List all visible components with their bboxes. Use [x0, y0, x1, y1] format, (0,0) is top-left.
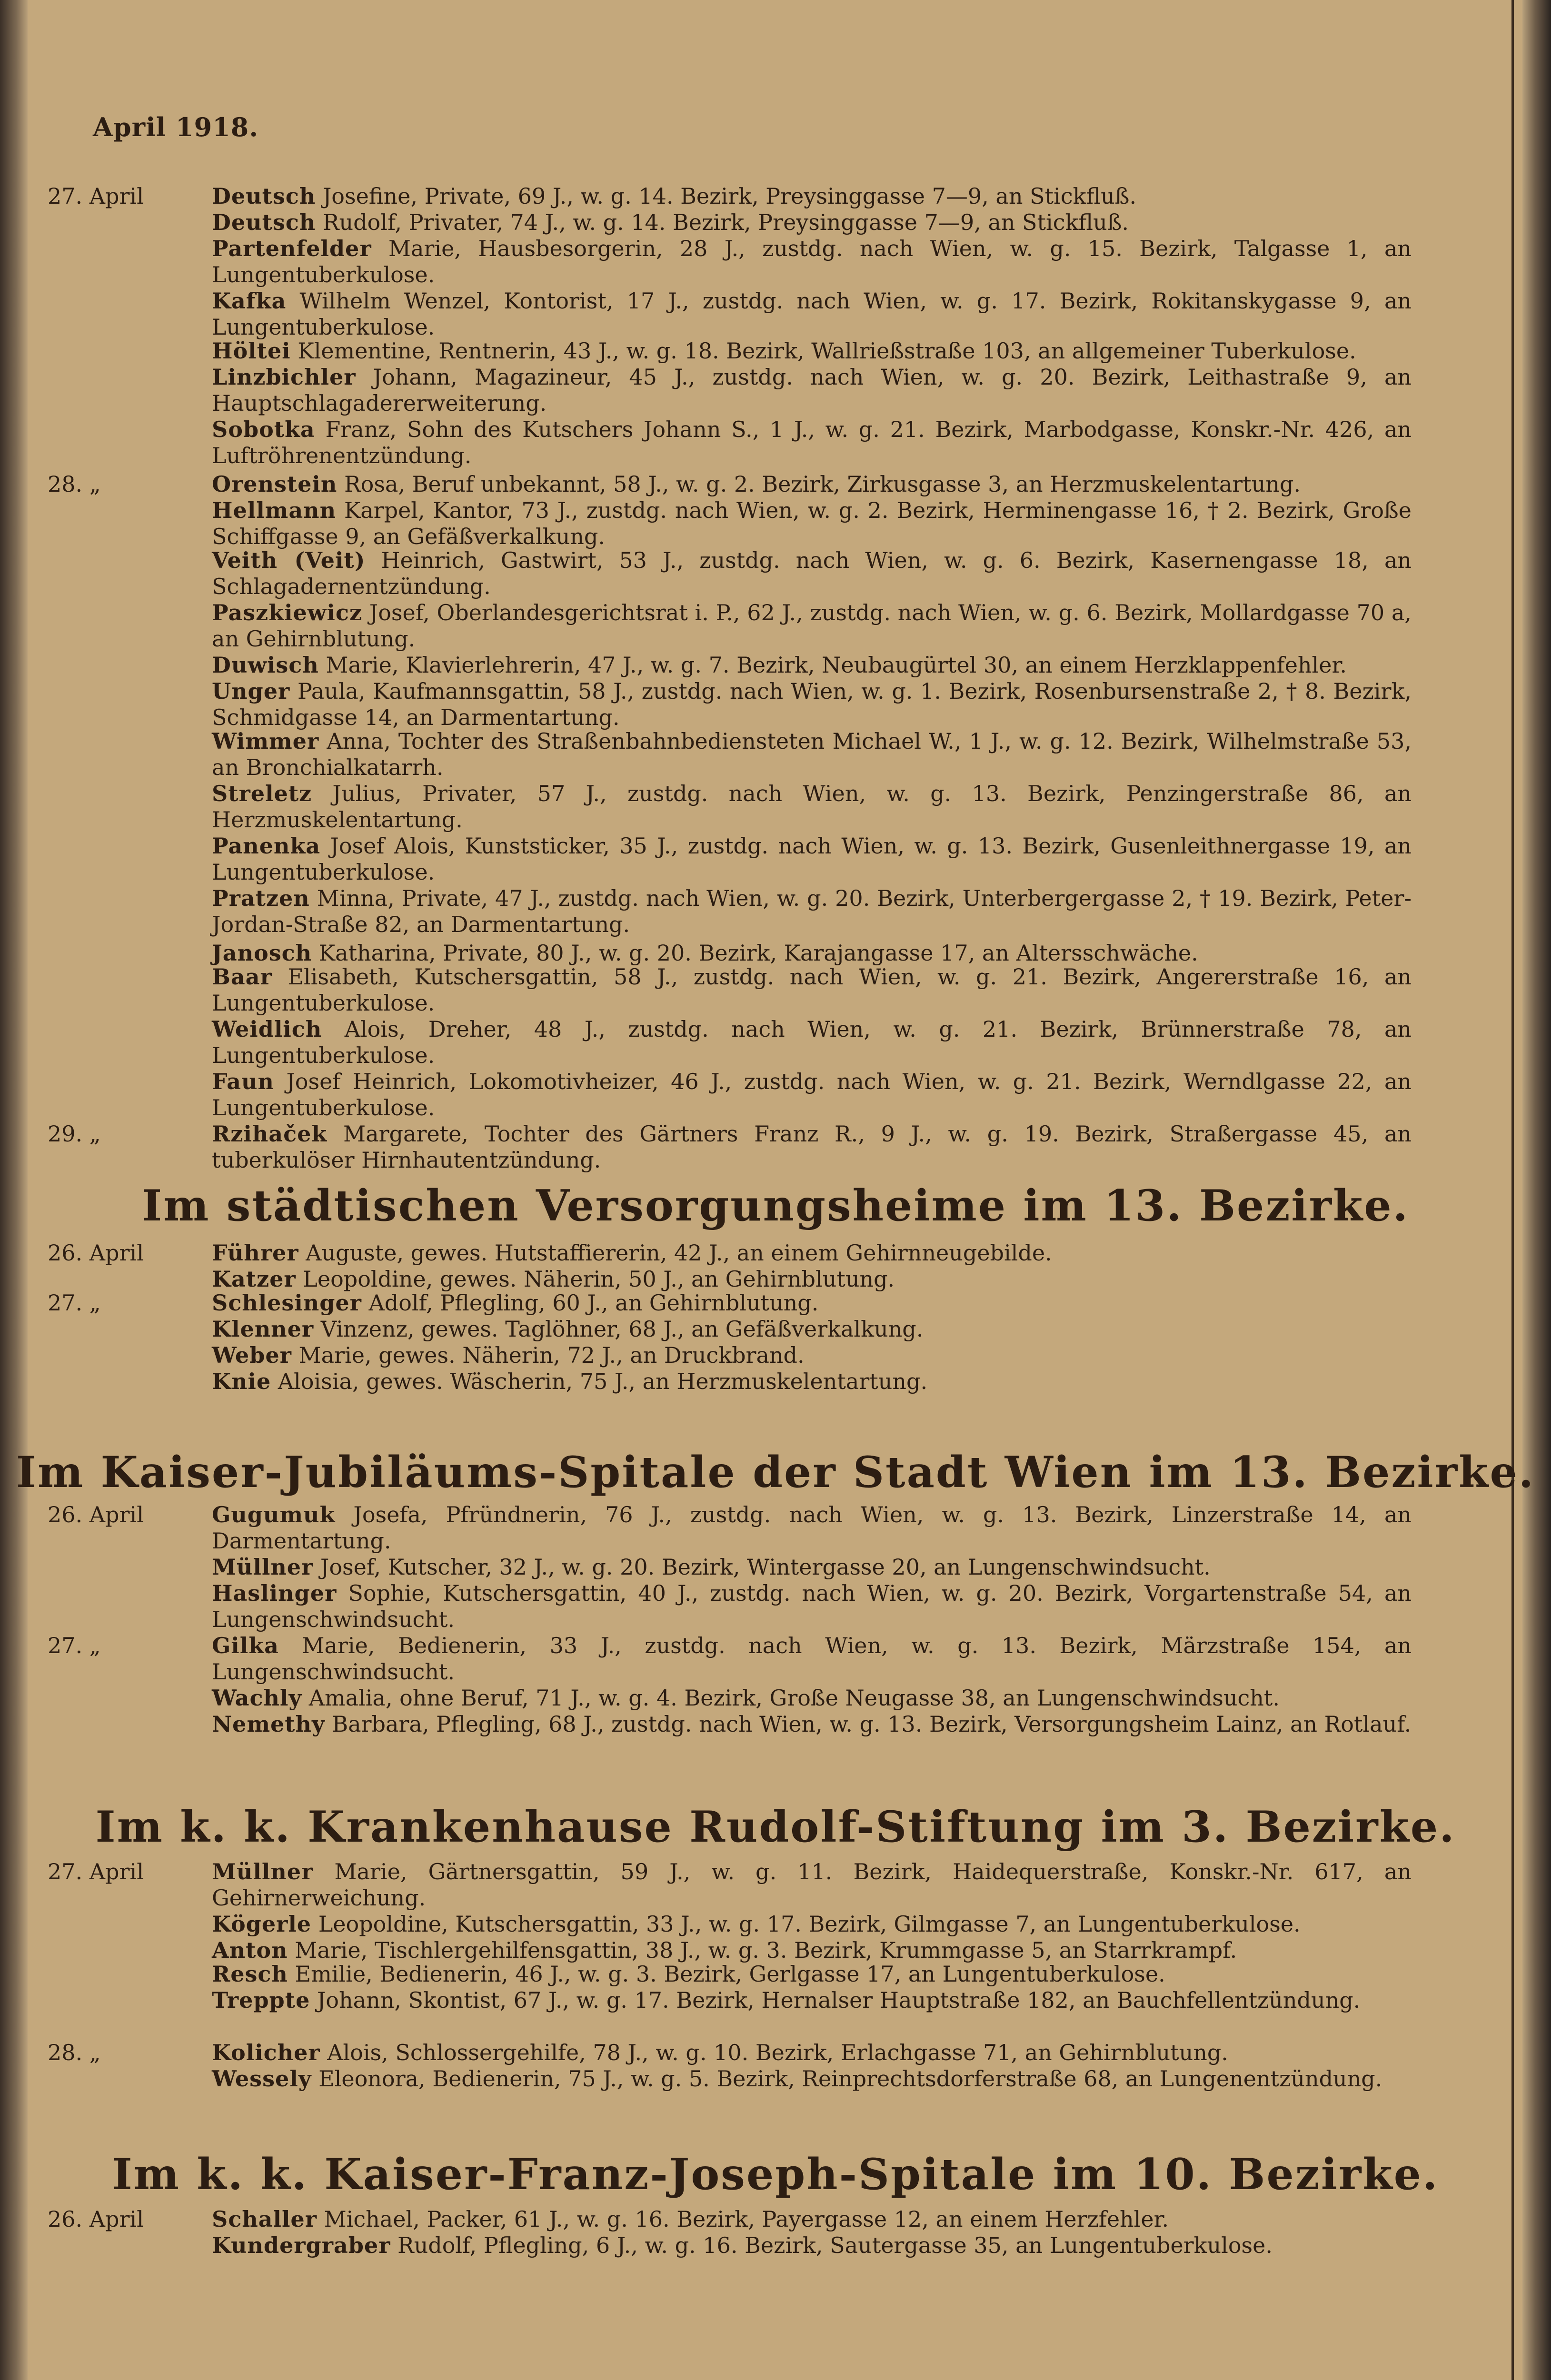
- register-entry: [48, 1987, 1366, 2040]
- entry-body: [212, 1580, 1412, 1633]
- entry-surname: Veith (Veit): [212, 547, 366, 573]
- register-entry: [48, 497, 1412, 550]
- page-header: April 1918.: [93, 112, 259, 142]
- register-entry: [48, 652, 1366, 678]
- entry-surname: Deutsch: [212, 183, 316, 209]
- register-entry: [48, 1342, 1366, 1368]
- register-entry: [48, 781, 1412, 833]
- register-entry: [48, 1859, 1412, 1911]
- entry-details: Michael, Packer, 61 J., w. g. 16. Bezirk, Payergasse 12, an einem Herzfehler.: [324, 2206, 1169, 2232]
- entry-body: [212, 547, 1412, 600]
- register-entry: [48, 1316, 1366, 1342]
- entry-details: Marie, Bedienerin, 33 J., zustdg. nach Wien, w. g. 13. Bezirk, Märzstraße 154, an Lungenschwindsucht.: [212, 1633, 1412, 1685]
- register-entry: [48, 728, 1412, 781]
- entry-body: [212, 2232, 1412, 2259]
- entry-details: Josef Heinrich, Lokomotivheizer, 46 J., zustdg. nach Wien, w. g. 21. Bezirk, Werndlgasse 22, an Lungentuberkulose.: [212, 1069, 1412, 1121]
- entry-date: 27. „: [48, 1633, 101, 1658]
- entry-date: 27. April: [48, 1859, 144, 1884]
- entry-details: Marie, Hausbesorgerin, 28 J., zustdg. nach Wien, w. g. 15. Bezirk, Talgasse 1, an Lungentuberkulose.: [212, 236, 1412, 288]
- entry-surname: Wachly: [212, 1685, 302, 1711]
- entry-details: Eleonora, Bedienerin, 75 J., w. g. 5. Bezirk, Reinprechtsdorferstraße 68, an Lungenentzündung.: [318, 2066, 1382, 2092]
- entry-details: Aloisia, gewes. Wäscherin, 75 J., an Herzmuskelentartung.: [278, 1368, 928, 1394]
- entry-surname: Hellmann: [212, 497, 337, 523]
- entry-body: [212, 1633, 1412, 1685]
- entry-date: 28. „: [48, 2040, 101, 2065]
- entry-surname: Katzer: [212, 1266, 296, 1292]
- entry-date: 26. April: [48, 1502, 144, 1527]
- entry-body: [212, 1911, 1412, 1937]
- entry-body: [212, 1685, 1412, 1711]
- entry-details: Rudolf, Pflegling, 6 J., w. g. 16. Bezirk, Sautergasse 35, an Lungentuberkulose.: [398, 2232, 1273, 2258]
- entry-body: [212, 678, 1412, 731]
- register-entry: [48, 1368, 1366, 1395]
- entry-body: [212, 183, 1412, 209]
- entry-surname: Faun: [212, 1069, 274, 1094]
- entry-details: Johann, Magazineur, 45 J., zustdg. nach Wien, w. g. 20. Bezirk, Leithastraße 9, an Hauptschlagadererweiterung.: [212, 364, 1412, 416]
- entry-body: [212, 288, 1412, 340]
- entry-surname: Klenner: [212, 1316, 314, 1342]
- entry-body: [212, 940, 1412, 966]
- entry-surname: Müllner: [212, 1859, 314, 1884]
- register-entry: [48, 1911, 1366, 1937]
- entry-surname: Gilka: [212, 1633, 279, 1658]
- entry-surname: Kafka: [212, 288, 287, 314]
- section-title: Im städtischen Versorgungsheime im 13. Bezirke.: [142, 1180, 1409, 1231]
- entry-body: [212, 209, 1412, 236]
- entry-body: [212, 1502, 1412, 1554]
- register-entry: [48, 2206, 1366, 2232]
- register-entry: [48, 1554, 1366, 1580]
- entry-surname: Duwisch: [212, 652, 319, 678]
- entry-details: Marie, Klavierlehrerin, 47 J., w. g. 7. Bezirk, Neubaugürtel 30, an einem Herzklappenfehler.: [326, 652, 1347, 678]
- register-entry: [48, 600, 1412, 652]
- entry-body: [212, 1859, 1412, 1911]
- entry-surname: Weber: [212, 1342, 292, 1368]
- entry-details: Emilie, Bedienerin, 46 J., w. g. 3. Bezirk, Gerlgasse 17, an Lungentuberkulose.: [295, 1961, 1165, 1987]
- entry-surname: Unger: [212, 678, 290, 704]
- register-entry: [48, 1937, 1366, 1964]
- section-title: Im k. k. Krankenhause Rudolf-Stiftung im 3. Bezirke.: [95, 1802, 1456, 1852]
- entry-details: Paula, Kaufmannsgattin, 58 J., zustdg. nach Wien, w. g. 1. Bezirk, Rosenbursenstraße 2, † 8. Bezirk, Schmidgasse 14, an Darmentartung.: [212, 678, 1412, 730]
- entry-surname: Kögerle: [212, 1911, 312, 1937]
- register-entry: [48, 1580, 1412, 1633]
- register-entry: [48, 364, 1412, 416]
- section-title: Im Kaiser-Jubiläums-Spitale der Stadt Wien im 13. Bezirke.: [16, 1447, 1535, 1497]
- entry-details: Leopoldine, Kutschersgattin, 33 J., w. g. 17. Bezirk, Gilmgasse 7, an Lungentuberkulose.: [318, 1911, 1301, 1937]
- entry-date: 27. „: [48, 1290, 101, 1316]
- entry-details: Vinzenz, gewes. Taglöhner, 68 J., an Gefäßverkalkung.: [320, 1316, 924, 1342]
- entry-body: [212, 338, 1412, 364]
- register-entry: [48, 288, 1412, 340]
- entry-body: [212, 885, 1412, 938]
- entry-body: [212, 497, 1412, 550]
- register-entry: [48, 183, 1366, 209]
- entry-details: Julius, Privater, 57 J., zustdg. nach Wien, w. g. 13. Bezirk, Penzingerstraße 86, an Herzmuskelentartung.: [212, 781, 1412, 833]
- register-entry: [48, 1685, 1366, 1711]
- entry-body: [212, 728, 1412, 781]
- entry-body: [212, 1266, 1412, 1292]
- entry-surname: Orenstein: [212, 471, 338, 497]
- entry-details: Marie, Tischlergehilfensgattin, 38 J., w. g. 3. Bezirk, Krummgasse 5, an Starrkrampf.: [295, 1937, 1237, 1963]
- entry-surname: Sobotka: [212, 416, 315, 442]
- entry-surname: Treppte: [212, 1987, 310, 2013]
- entry-details: Wilhelm Wenzel, Kontorist, 17 J., zustdg. nach Wien, w. g. 17. Bezirk, Rokitanskygasse 9, an Lungentuberkulose.: [212, 288, 1412, 340]
- register-entry: [48, 964, 1412, 1016]
- entry-details: Marie, Gärtnersgattin, 59 J., w. g. 11. Bezirk, Haidequerstraße, Konskr.-Nr. 617, an Gehirnerweichung.: [212, 1859, 1412, 1911]
- entry-surname: Höltei: [212, 338, 291, 364]
- entry-details: Anna, Tochter des Straßenbahnbediensteten Michael W., 1 J., w. g. 12. Bezirk, Wilhelmstraße 53, an Bronchialkatarrh.: [212, 728, 1412, 780]
- entry-body: [212, 1121, 1412, 1173]
- entry-body: [212, 781, 1412, 833]
- section-title: Im k. k. Kaiser-Franz-Joseph-Spitale im 10. Bezirke.: [112, 2149, 1439, 2200]
- entry-details: Alois, Dreher, 48 J., zustdg. nach Wien, w. g. 21. Bezirk, Brünnerstraße 78, an Lungentuberkulose.: [212, 1016, 1412, 1068]
- register-entry: [48, 1266, 1366, 1292]
- entry-details: Josef, Kutscher, 32 J., w. g. 20. Bezirk, Wintergasse 20, an Lungenschwindsucht.: [320, 1554, 1211, 1580]
- entry-details: Rosa, Beruf unbekannt, 58 J., w. g. 2. Bezirk, Zirkusgasse 3, an Herzmuskelentartung.: [344, 471, 1301, 497]
- register-entry: [48, 416, 1412, 469]
- entry-surname: Schlesinger: [212, 1290, 362, 1316]
- entry-body: [212, 2066, 1412, 2092]
- register-entry: [48, 1121, 1412, 1173]
- entry-date: 28. „: [48, 471, 101, 497]
- entry-details: Marie, gewes. Näherin, 72 J., an Druckbrand.: [298, 1342, 805, 1368]
- entry-details: Minna, Private, 47 J., zustdg. nach Wien, w. g. 20. Bezirk, Unterbergergasse 2, † 19. Bezirk, Peter-Jordan-Straße 82, an Darmentartung.: [212, 885, 1412, 937]
- entry-body: [212, 2040, 1412, 2066]
- entry-body: [212, 833, 1412, 885]
- entry-body: [212, 1937, 1412, 1964]
- register-entry: [48, 940, 1366, 966]
- register-entry: [48, 1240, 1366, 1266]
- entry-body: [212, 1711, 1412, 1737]
- entry-details: Leopoldine, gewes. Näherin, 50 J., an Gehirnblutung.: [303, 1266, 895, 1292]
- entry-body: [212, 964, 1412, 1016]
- entry-surname: Müllner: [212, 1554, 314, 1580]
- entry-body: [212, 652, 1412, 678]
- entry-surname: Rzihaček: [212, 1121, 328, 1147]
- entry-surname: Gugumuk: [212, 1502, 336, 1527]
- entry-surname: Anton: [212, 1937, 288, 1963]
- register-entry: [48, 1711, 1412, 1764]
- entry-surname: Linzbichler: [212, 364, 356, 390]
- register-entry: [48, 1633, 1412, 1685]
- register-entry: [48, 678, 1412, 731]
- register-entry: [48, 2232, 1366, 2259]
- entry-details: Josefine, Private, 69 J., w. g. 14. Bezirk, Preysinggasse 7—9, an Stickfluß.: [322, 183, 1137, 209]
- entry-details: Amalia, ohne Beruf, 71 J., w. g. 4. Bezirk, Große Neugasse 38, an Lungenschwindsucht.: [308, 1685, 1280, 1711]
- entry-body: [212, 1987, 1412, 2013]
- entry-surname: Deutsch: [212, 209, 316, 235]
- entry-surname: Knie: [212, 1368, 271, 1394]
- entry-surname: Resch: [212, 1961, 288, 1987]
- entry-details: Karpel, Kantor, 73 J., zustdg. nach Wien, w. g. 2. Bezirk, Herminengasse 16, † 2. Bezirk, Große Schiffgasse 9, an Gefäßverkalkung.: [212, 497, 1412, 549]
- entry-body: [212, 1368, 1412, 1395]
- register-entry: [48, 1502, 1412, 1554]
- entry-details: Klementine, Rentnerin, 43 J., w. g. 18. Bezirk, Wallrießstraße 103, an allgemeiner Tuberkulose.: [298, 338, 1356, 364]
- register-entry: [48, 547, 1412, 600]
- entry-details: Alois, Schlossergehilfe, 78 J., w. g. 10. Bezirk, Erlachgasse 71, an Gehirnblutung.: [327, 2040, 1228, 2065]
- entry-date: 26. April: [48, 1240, 144, 1266]
- entry-surname: Nemethy: [212, 1711, 325, 1737]
- entry-details: Auguste, gewes. Hutstaffiererin, 42 J., an einem Gehirnneugebilde.: [306, 1240, 1052, 1266]
- entry-body: [212, 600, 1412, 652]
- entry-surname: Partenfelder: [212, 236, 372, 261]
- entry-body: [212, 236, 1412, 288]
- entry-body: [212, 1316, 1412, 1342]
- entry-details: Johann, Skontist, 67 J., w. g. 17. Bezirk, Hernalser Hauptstraße 182, an Bauchfellentzündung.: [317, 1987, 1361, 2013]
- entry-details: Rudolf, Privater, 74 J., w. g. 14. Bezirk, Preysinggasse 7—9, an Stickfluß.: [322, 209, 1129, 235]
- entry-surname: Janosch: [212, 940, 312, 966]
- entry-body: [212, 1342, 1412, 1368]
- entry-surname: Kundergraber: [212, 2232, 391, 2258]
- entry-date: 27. April: [48, 183, 144, 209]
- register-entry: [48, 2040, 1366, 2066]
- register-entry: [48, 1290, 1366, 1316]
- entry-surname: Streletz: [212, 781, 312, 806]
- entry-body: [212, 2206, 1412, 2232]
- entry-body: [212, 1961, 1412, 1987]
- entry-details: Adolf, Pflegling, 60 J., an Gehirnblutung.: [368, 1290, 819, 1316]
- entry-details: Franz, Sohn des Kutschers Johann S., 1 J., w. g. 21. Bezirk, Marbodgasse, Konskr.-Nr. 426, an Luftröhrenentzündung.: [212, 416, 1412, 468]
- entry-surname: Kolicher: [212, 2040, 320, 2065]
- entry-details: Katharina, Private, 80 J., w. g. 20. Bezirk, Karajangasse 17, an Altersschwäche.: [318, 940, 1198, 966]
- entry-surname: Paszkiewicz: [212, 600, 362, 625]
- entry-body: [212, 1240, 1412, 1266]
- entry-details: Barbara, Pflegling, 68 J., zustdg. nach Wien, w. g. 13. Bezirk, Versorgungsheim Lainz, an Rotlauf.: [332, 1711, 1412, 1737]
- entry-body: [212, 1554, 1412, 1580]
- register-entry: [48, 2066, 1382, 2118]
- entry-surname: Führer: [212, 1240, 299, 1266]
- register-entry: [48, 1069, 1412, 1121]
- entry-details: Heinrich, Gastwirt, 53 J., zustdg. nach Wien, w. g. 6. Bezirk, Kasernengasse 18, an Schlagadernentzündung.: [212, 547, 1412, 599]
- entry-surname: Panenka: [212, 833, 320, 859]
- entry-body: [212, 416, 1412, 469]
- entry-body: [212, 1069, 1412, 1121]
- entry-body: [212, 471, 1412, 497]
- entry-details: Sophie, Kutschersgattin, 40 J., zustdg. nach Wien, w. g. 20. Bezirk, Vorgartenstraße 54, an Lungenschwindsucht.: [212, 1580, 1412, 1632]
- register-entry: [48, 471, 1366, 497]
- entry-surname: Wimmer: [212, 728, 319, 754]
- register-entry: [48, 1961, 1366, 1987]
- entry-surname: Haslinger: [212, 1580, 337, 1606]
- entry-surname: Weidlich: [212, 1016, 322, 1042]
- register-entry: [48, 833, 1412, 885]
- entry-surname: Pratzen: [212, 885, 310, 911]
- entry-details: Elisabeth, Kutschersgattin, 58 J., zustdg. nach Wien, w. g. 21. Bezirk, Angererstraße 16, an Lungentuberkulose.: [212, 964, 1412, 1016]
- register-entry: [48, 1016, 1412, 1069]
- entry-surname: Wessely: [212, 2066, 312, 2092]
- entry-date: 26. April: [48, 2206, 144, 2232]
- register-entry: [48, 209, 1366, 236]
- entry-date: 29. „: [48, 1121, 101, 1147]
- entry-surname: Baar: [212, 964, 272, 990]
- entry-details: Josef, Oberlandesgerichtsrat i. P., 62 J., zustdg. nach Wien, w. g. 6. Bezirk, Mollardgasse 70 a, an Gehirnblutung.: [212, 600, 1412, 652]
- entry-details: Margarete, Tochter des Gärtners Franz R., 9 J., w. g. 19. Bezirk, Straßergasse 45, an tuberkulöser Hirnhautentzündung.: [212, 1121, 1412, 1173]
- entry-details: Josefa, Pfründnerin, 76 J., zustdg. nach Wien, w. g. 13. Bezirk, Linzerstraße 14, an Darmentartung.: [212, 1502, 1412, 1554]
- register-entry: [48, 338, 1366, 364]
- register-entry: [48, 236, 1412, 288]
- entry-body: [212, 364, 1412, 416]
- entry-body: [212, 1016, 1412, 1069]
- entry-surname: Schaller: [212, 2206, 317, 2232]
- register-entry: [48, 885, 1412, 938]
- entry-body: [212, 1290, 1412, 1316]
- entry-details: Josef Alois, Kunststicker, 35 J., zustdg. nach Wien, w. g. 13. Bezirk, Gusenleithnergasse 19, an Lungentuberkulose.: [212, 833, 1412, 885]
